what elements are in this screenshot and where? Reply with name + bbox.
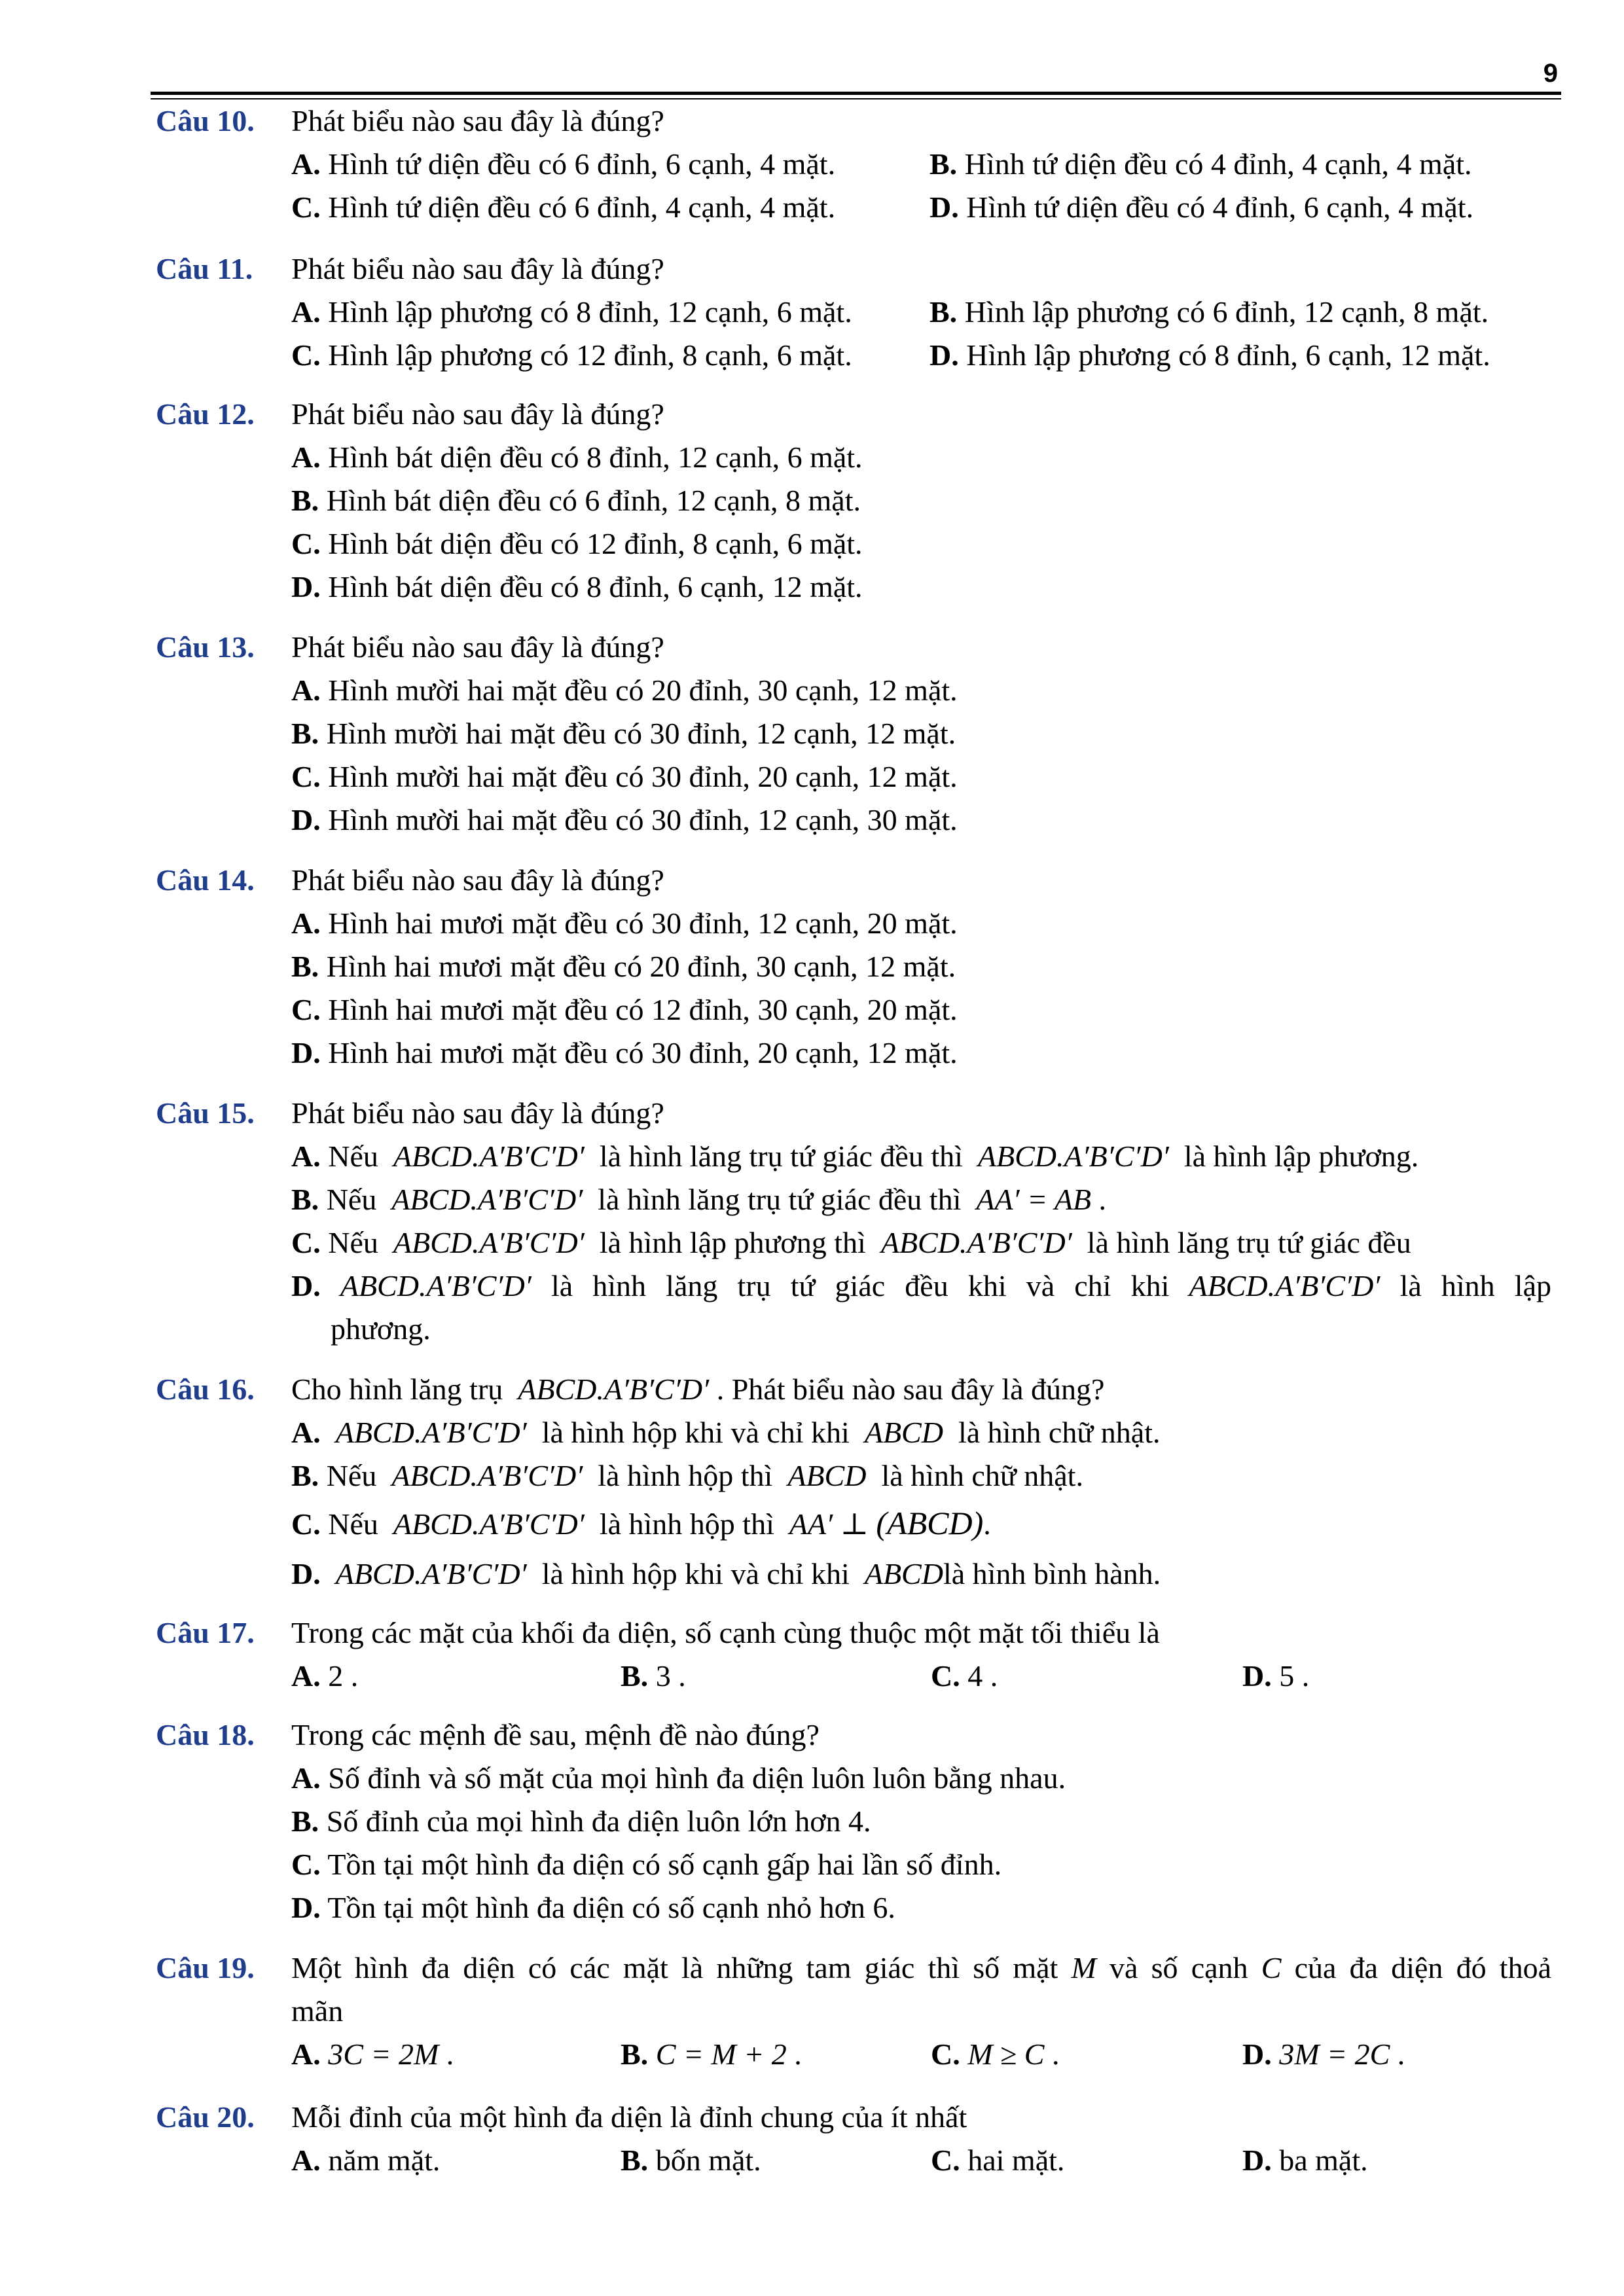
question-stem bbox=[291, 1368, 1104, 1411]
option-text: Hình bát diện đều có 6 đỉnh, 12 cạnh, 8 mặt. bbox=[326, 484, 861, 517]
math-expression: 3M = 2C bbox=[1279, 2037, 1390, 2071]
option-text: Hình bát diện đều có 12 đỉnh, 8 cạnh, 6 mặt. bbox=[328, 527, 863, 560]
option-text: Hình lập phương có 6 đỉnh, 12 cạnh, 8 mặt. bbox=[964, 295, 1489, 329]
option-label: C. bbox=[931, 1659, 960, 1693]
option-text: Hình mười hai mặt đều có 30 đỉnh, 12 cạnh, 12 mặt. bbox=[326, 717, 956, 750]
option-label: B. bbox=[291, 1459, 319, 1492]
option-c[interactable] bbox=[291, 522, 863, 565]
option-text: là hình lăng trụ tứ giác đều thì bbox=[598, 1183, 962, 1216]
option-text: 2 bbox=[328, 1659, 344, 1693]
math-expression: ABCD bbox=[864, 1416, 943, 1449]
page-number: 9 bbox=[1543, 59, 1558, 88]
math-expression: ABCD.A′B′C′D′ bbox=[340, 1269, 532, 1302]
math-expression: ABCD.A′B′C′D′ bbox=[393, 1139, 585, 1173]
option-text: là hình hộp thì bbox=[598, 1459, 773, 1492]
option-d[interactable] bbox=[291, 565, 863, 609]
option-text: Hình hai mươi mặt đều có 12 đỉnh, 30 cạnh, 20 mặt. bbox=[328, 993, 958, 1026]
math-expression: ABCD.A′B′C′D′ bbox=[335, 1557, 527, 1590]
option-label: C. bbox=[931, 2037, 960, 2071]
option-text: Hình bát diện đều có 8 đỉnh, 12 cạnh, 6 mặt. bbox=[328, 440, 863, 474]
option-text: Nếu bbox=[326, 1459, 377, 1492]
option-text: Số đỉnh và số mặt của mọi hình đa diện luôn luôn bằng nhau. bbox=[328, 1761, 1066, 1795]
option-b[interactable]: B. 3 . bbox=[621, 1659, 686, 1693]
option-text: là hình chữ nhật. bbox=[958, 1416, 1161, 1449]
option-label: A. bbox=[291, 906, 321, 940]
option-label: C. bbox=[291, 1507, 321, 1541]
option-d[interactable] bbox=[929, 334, 1490, 377]
option-label: C. bbox=[291, 1226, 321, 1259]
option-text: là hình lập phương thì bbox=[599, 1226, 866, 1259]
option-label: A. bbox=[291, 2037, 321, 2071]
question-stem bbox=[291, 1946, 1551, 1990]
option-label: B. bbox=[621, 2144, 649, 2177]
option-text: Tồn tại một hình đa diện có số cạnh gấp hai lần số đỉnh. bbox=[327, 1848, 1002, 1881]
option-d[interactable] bbox=[291, 1552, 1161, 1596]
option-text: hai mặt. bbox=[967, 2144, 1065, 2177]
math-expression: 3C = 2M bbox=[328, 2037, 439, 2071]
option-c[interactable] bbox=[291, 1843, 1001, 1886]
stem-text: Một hình đa diện có các mặt là những tam giác thì số mặt bbox=[291, 1951, 1058, 1984]
option-a[interactable] bbox=[291, 436, 863, 479]
option-text: Hình mười hai mặt đều có 30 đỉnh, 12 cạnh, 30 mặt. bbox=[328, 803, 958, 836]
option-label: C. bbox=[291, 338, 321, 372]
option-d[interactable] bbox=[1242, 2139, 1368, 2182]
option-label: C. bbox=[291, 527, 321, 560]
math-expression: ABCD.A′B′C′D′ bbox=[335, 1416, 527, 1449]
option-d[interactable] bbox=[291, 1265, 1551, 1308]
option-label: B. bbox=[291, 1804, 319, 1838]
option-c[interactable]: C. M ≥ C . bbox=[931, 2037, 1060, 2071]
option-label: D. bbox=[291, 1036, 321, 1069]
option-label: A. bbox=[291, 440, 321, 474]
option-text: là hình hộp thì bbox=[599, 1507, 774, 1541]
option-a[interactable]: A. 3C = 2M . bbox=[291, 2037, 454, 2071]
option-label: A. bbox=[291, 673, 321, 707]
math-expression: C = M + 2 bbox=[655, 2037, 787, 2071]
option-text: Hình bát diện đều có 8 đỉnh, 6 cạnh, 12 mặt. bbox=[328, 570, 863, 603]
math-expression: C bbox=[1261, 1951, 1282, 1984]
option-c[interactable]: C. Nếu ABCD.A′B′C′D′ là hình hộp thì AA′ ⊥ (ABCD). bbox=[291, 1505, 991, 1541]
option-text: Hình tứ diện đều có 6 đỉnh, 6 cạnh, 4 mặt. bbox=[328, 147, 836, 181]
option-a[interactable] bbox=[291, 902, 958, 945]
option-d[interactable]: D. 3M = 2C . bbox=[1242, 2037, 1405, 2071]
math-expression: M ≥ C bbox=[967, 2037, 1045, 2071]
option-a[interactable] bbox=[291, 1411, 1160, 1454]
option-label: B. bbox=[291, 950, 319, 983]
math-expression: ABCD.A′B′C′D′ bbox=[518, 1372, 710, 1406]
option-text: 4 bbox=[967, 1659, 983, 1693]
option-label: A. bbox=[291, 1761, 321, 1795]
question-number: Câu 17. bbox=[156, 1616, 255, 1649]
math-expression: (ABCD) bbox=[876, 1505, 984, 1541]
option-label: A. bbox=[291, 1659, 321, 1693]
math-expression: ABCD.A′B′C′D′ bbox=[393, 1226, 585, 1259]
question-stem: Phát biểu nào sau đây là đúng? bbox=[291, 1096, 664, 1130]
option-label: D. bbox=[1242, 2037, 1272, 2071]
option-label: B. bbox=[929, 295, 958, 329]
question-number: Câu 13. bbox=[156, 630, 255, 664]
option-text: Số đỉnh của mọi hình đa diện luôn lớn hơn 4. bbox=[326, 1804, 871, 1838]
option-text: 5 bbox=[1279, 1659, 1295, 1693]
option-b[interactable] bbox=[929, 291, 1489, 334]
option-label: B. bbox=[291, 717, 319, 750]
option-label: C. bbox=[291, 190, 321, 224]
option-text: Hình tứ diện đều có 4 đỉnh, 6 cạnh, 4 mặt. bbox=[966, 190, 1474, 224]
option-label: A. bbox=[291, 1139, 321, 1173]
math-expression: AA′ = AB bbox=[976, 1183, 1092, 1216]
option-b[interactable] bbox=[291, 712, 956, 755]
option-a[interactable] bbox=[291, 2139, 440, 2182]
option-a[interactable] bbox=[291, 669, 958, 712]
header-rule-thick bbox=[151, 92, 1561, 95]
option-text: bốn mặt. bbox=[655, 2144, 761, 2177]
option-text: là hình lăng trụ tứ giác đều khi và chỉ khi bbox=[550, 1269, 1170, 1302]
option-d[interactable]: D. 5 . bbox=[1242, 1659, 1310, 1693]
option-text: Nếu bbox=[328, 1226, 378, 1259]
stem-text: Cho hình lăng trụ bbox=[291, 1372, 503, 1406]
question-stem: Phát biểu nào sau đây là đúng? bbox=[291, 397, 664, 431]
question-number: Câu 19. bbox=[156, 1951, 255, 1984]
option-text: năm mặt. bbox=[328, 2144, 441, 2177]
option-c[interactable] bbox=[291, 186, 835, 229]
stem-text: của đa diện đó thoả bbox=[1294, 1951, 1551, 1984]
option-c[interactable] bbox=[291, 988, 958, 1031]
option-c[interactable] bbox=[291, 755, 958, 798]
option-text: Hình lập phương có 12 đỉnh, 8 cạnh, 6 mặt. bbox=[328, 338, 852, 372]
option-b[interactable] bbox=[291, 1800, 871, 1843]
option-label: A. bbox=[291, 2144, 321, 2177]
option-text: 3 bbox=[655, 1659, 671, 1693]
option-label: B. bbox=[929, 147, 958, 181]
option-d[interactable] bbox=[291, 1031, 958, 1075]
question-stem: Phát biểu nào sau đây là đúng? bbox=[291, 863, 664, 897]
option-text: Hình mười hai mặt đều có 30 đỉnh, 20 cạnh, 12 mặt. bbox=[328, 760, 958, 793]
question-number: Câu 11. bbox=[156, 252, 253, 285]
option-text: Tồn tại một hình đa diện có số cạnh nhỏ hơn 6. bbox=[327, 1891, 895, 1924]
option-text: Hình lập phương có 8 đỉnh, 12 cạnh, 6 mặt. bbox=[328, 295, 852, 329]
option-label: D. bbox=[929, 338, 959, 372]
question-number: Câu 14. bbox=[156, 863, 255, 897]
option-b[interactable] bbox=[621, 2139, 761, 2182]
math-expression: ABCD.A′B′C′D′ bbox=[391, 1459, 583, 1492]
option-text: là hình hộp khi và chỉ khi bbox=[541, 1416, 850, 1449]
option-b[interactable]: B. C = M + 2 . bbox=[621, 2037, 802, 2071]
option-label: C. bbox=[291, 993, 321, 1026]
option-label: D. bbox=[291, 1891, 321, 1924]
option-b[interactable] bbox=[291, 945, 956, 988]
option-a[interactable] bbox=[291, 291, 852, 334]
math-expression: ABCD.A′B′C′D′ bbox=[391, 1183, 583, 1216]
option-a[interactable] bbox=[291, 143, 835, 186]
question-stem: Mỗi đỉnh của một hình đa diện là đỉnh chung của ít nhất bbox=[291, 2100, 967, 2134]
option-d[interactable] bbox=[929, 186, 1473, 229]
question-stem: Phát biểu nào sau đây là đúng? bbox=[291, 252, 664, 285]
option-label: D. bbox=[291, 1557, 321, 1590]
question-number: Câu 18. bbox=[156, 1718, 255, 1751]
question-stem: Phát biểu nào sau đây là đúng? bbox=[291, 630, 664, 664]
option-label: A. bbox=[291, 147, 321, 181]
option-label: D. bbox=[929, 190, 959, 224]
option-text: Nếu bbox=[328, 1507, 378, 1541]
option-b[interactable]: B. Nếu ABCD.A′B′C′D′ là hình lăng trụ tứ giác đều thì AA′ = AB . bbox=[291, 1183, 1107, 1216]
option-d-continuation: phương. bbox=[331, 1312, 431, 1346]
option-c[interactable] bbox=[291, 334, 852, 377]
option-label: D. bbox=[291, 1269, 321, 1302]
option-label: C. bbox=[931, 2144, 960, 2177]
question-number: Câu 16. bbox=[156, 1372, 255, 1406]
option-text: Hình tứ diện đều có 4 đỉnh, 4 cạnh, 4 mặt. bbox=[964, 147, 1472, 181]
math-expression: ABCD bbox=[864, 1557, 943, 1590]
option-label: A. bbox=[291, 1416, 321, 1449]
option-b[interactable] bbox=[291, 479, 861, 522]
option-d[interactable] bbox=[291, 798, 958, 842]
option-a[interactable]: A. 2 . bbox=[291, 1659, 359, 1693]
option-c[interactable]: C. 4 . bbox=[931, 1659, 998, 1693]
option-text: là hình bình hành. bbox=[943, 1557, 1161, 1590]
option-text: Hình hai mươi mặt đều có 30 đỉnh, 12 cạnh, 20 mặt. bbox=[328, 906, 958, 940]
question-stem: Phát biểu nào sau đây là đúng? bbox=[291, 104, 664, 137]
math-expression: ABCD.A′B′C′D′ bbox=[880, 1226, 1072, 1259]
option-text: ba mặt. bbox=[1279, 2144, 1368, 2177]
option-label: B. bbox=[291, 484, 319, 517]
option-text: là hình lập bbox=[1399, 1269, 1551, 1302]
math-expression: ABCD.A′B′C′D′ bbox=[977, 1139, 1169, 1173]
math-expression: M bbox=[1071, 1951, 1096, 1984]
option-label: B. bbox=[621, 1659, 649, 1693]
stem-text: và số cạnh bbox=[1110, 1951, 1248, 1984]
option-b[interactable] bbox=[291, 1454, 1083, 1498]
math-expression: ABCD.A′B′C′D′ bbox=[393, 1507, 585, 1541]
option-d[interactable] bbox=[291, 1886, 895, 1929]
option-text: là hình lăng trụ tứ giác đều thì bbox=[599, 1139, 963, 1173]
option-text: là hình lập phương. bbox=[1183, 1139, 1419, 1173]
option-label: C. bbox=[291, 760, 321, 793]
option-label: D. bbox=[291, 570, 321, 603]
option-text: Hình hai mươi mặt đều có 30 đỉnh, 20 cạnh, 12 mặt. bbox=[328, 1036, 958, 1069]
option-label: B. bbox=[291, 1183, 319, 1216]
stem-text: . Phát biểu nào sau đây là đúng? bbox=[716, 1372, 1105, 1406]
question-number: Câu 12. bbox=[156, 397, 255, 431]
option-b[interactable] bbox=[929, 143, 1472, 186]
option-label: C. bbox=[291, 1848, 321, 1881]
option-label: D. bbox=[1242, 1659, 1272, 1693]
question-number: Câu 15. bbox=[156, 1096, 255, 1130]
option-text: Nếu bbox=[326, 1183, 377, 1216]
option-label: B. bbox=[621, 2037, 649, 2071]
option-label: A. bbox=[291, 295, 321, 329]
option-text: Hình mười hai mặt đều có 20 đỉnh, 30 cạnh, 12 mặt. bbox=[328, 673, 958, 707]
question-stem: Trong các mặt của khối đa diện, số cạnh cùng thuộc một mặt tối thiểu là bbox=[291, 1616, 1160, 1649]
option-label: D. bbox=[291, 803, 321, 836]
option-text: Hình lập phương có 8 đỉnh, 6 cạnh, 12 mặt. bbox=[966, 338, 1490, 372]
option-c[interactable] bbox=[931, 2139, 1064, 2182]
question-stem-continuation: mãn bbox=[291, 1994, 344, 2028]
option-label: D. bbox=[1242, 2144, 1272, 2177]
option-text: Nếu bbox=[328, 1139, 378, 1173]
question-stem: Trong các mệnh đề sau, mệnh đề nào đúng? bbox=[291, 1718, 820, 1751]
option-text: Hình tứ diện đều có 6 đỉnh, 4 cạnh, 4 mặt. bbox=[328, 190, 836, 224]
option-c[interactable] bbox=[291, 1221, 1411, 1265]
option-a[interactable] bbox=[291, 1135, 1418, 1178]
question-number: Câu 10. bbox=[156, 104, 255, 137]
math-expression: AA′ ⊥ bbox=[789, 1507, 876, 1541]
option-text: là hình lăng trụ tứ giác đều bbox=[1087, 1226, 1411, 1259]
option-text: là hình chữ nhật. bbox=[881, 1459, 1083, 1492]
option-a[interactable] bbox=[291, 1757, 1066, 1800]
math-expression: ABCD.A′B′C′D′ bbox=[1189, 1269, 1380, 1302]
option-text: Hình hai mươi mặt đều có 20 đỉnh, 30 cạnh, 12 mặt. bbox=[326, 950, 956, 983]
question-number: Câu 20. bbox=[156, 2100, 255, 2134]
math-expression: ABCD bbox=[787, 1459, 867, 1492]
option-text: là hình hộp khi và chỉ khi bbox=[541, 1557, 850, 1590]
